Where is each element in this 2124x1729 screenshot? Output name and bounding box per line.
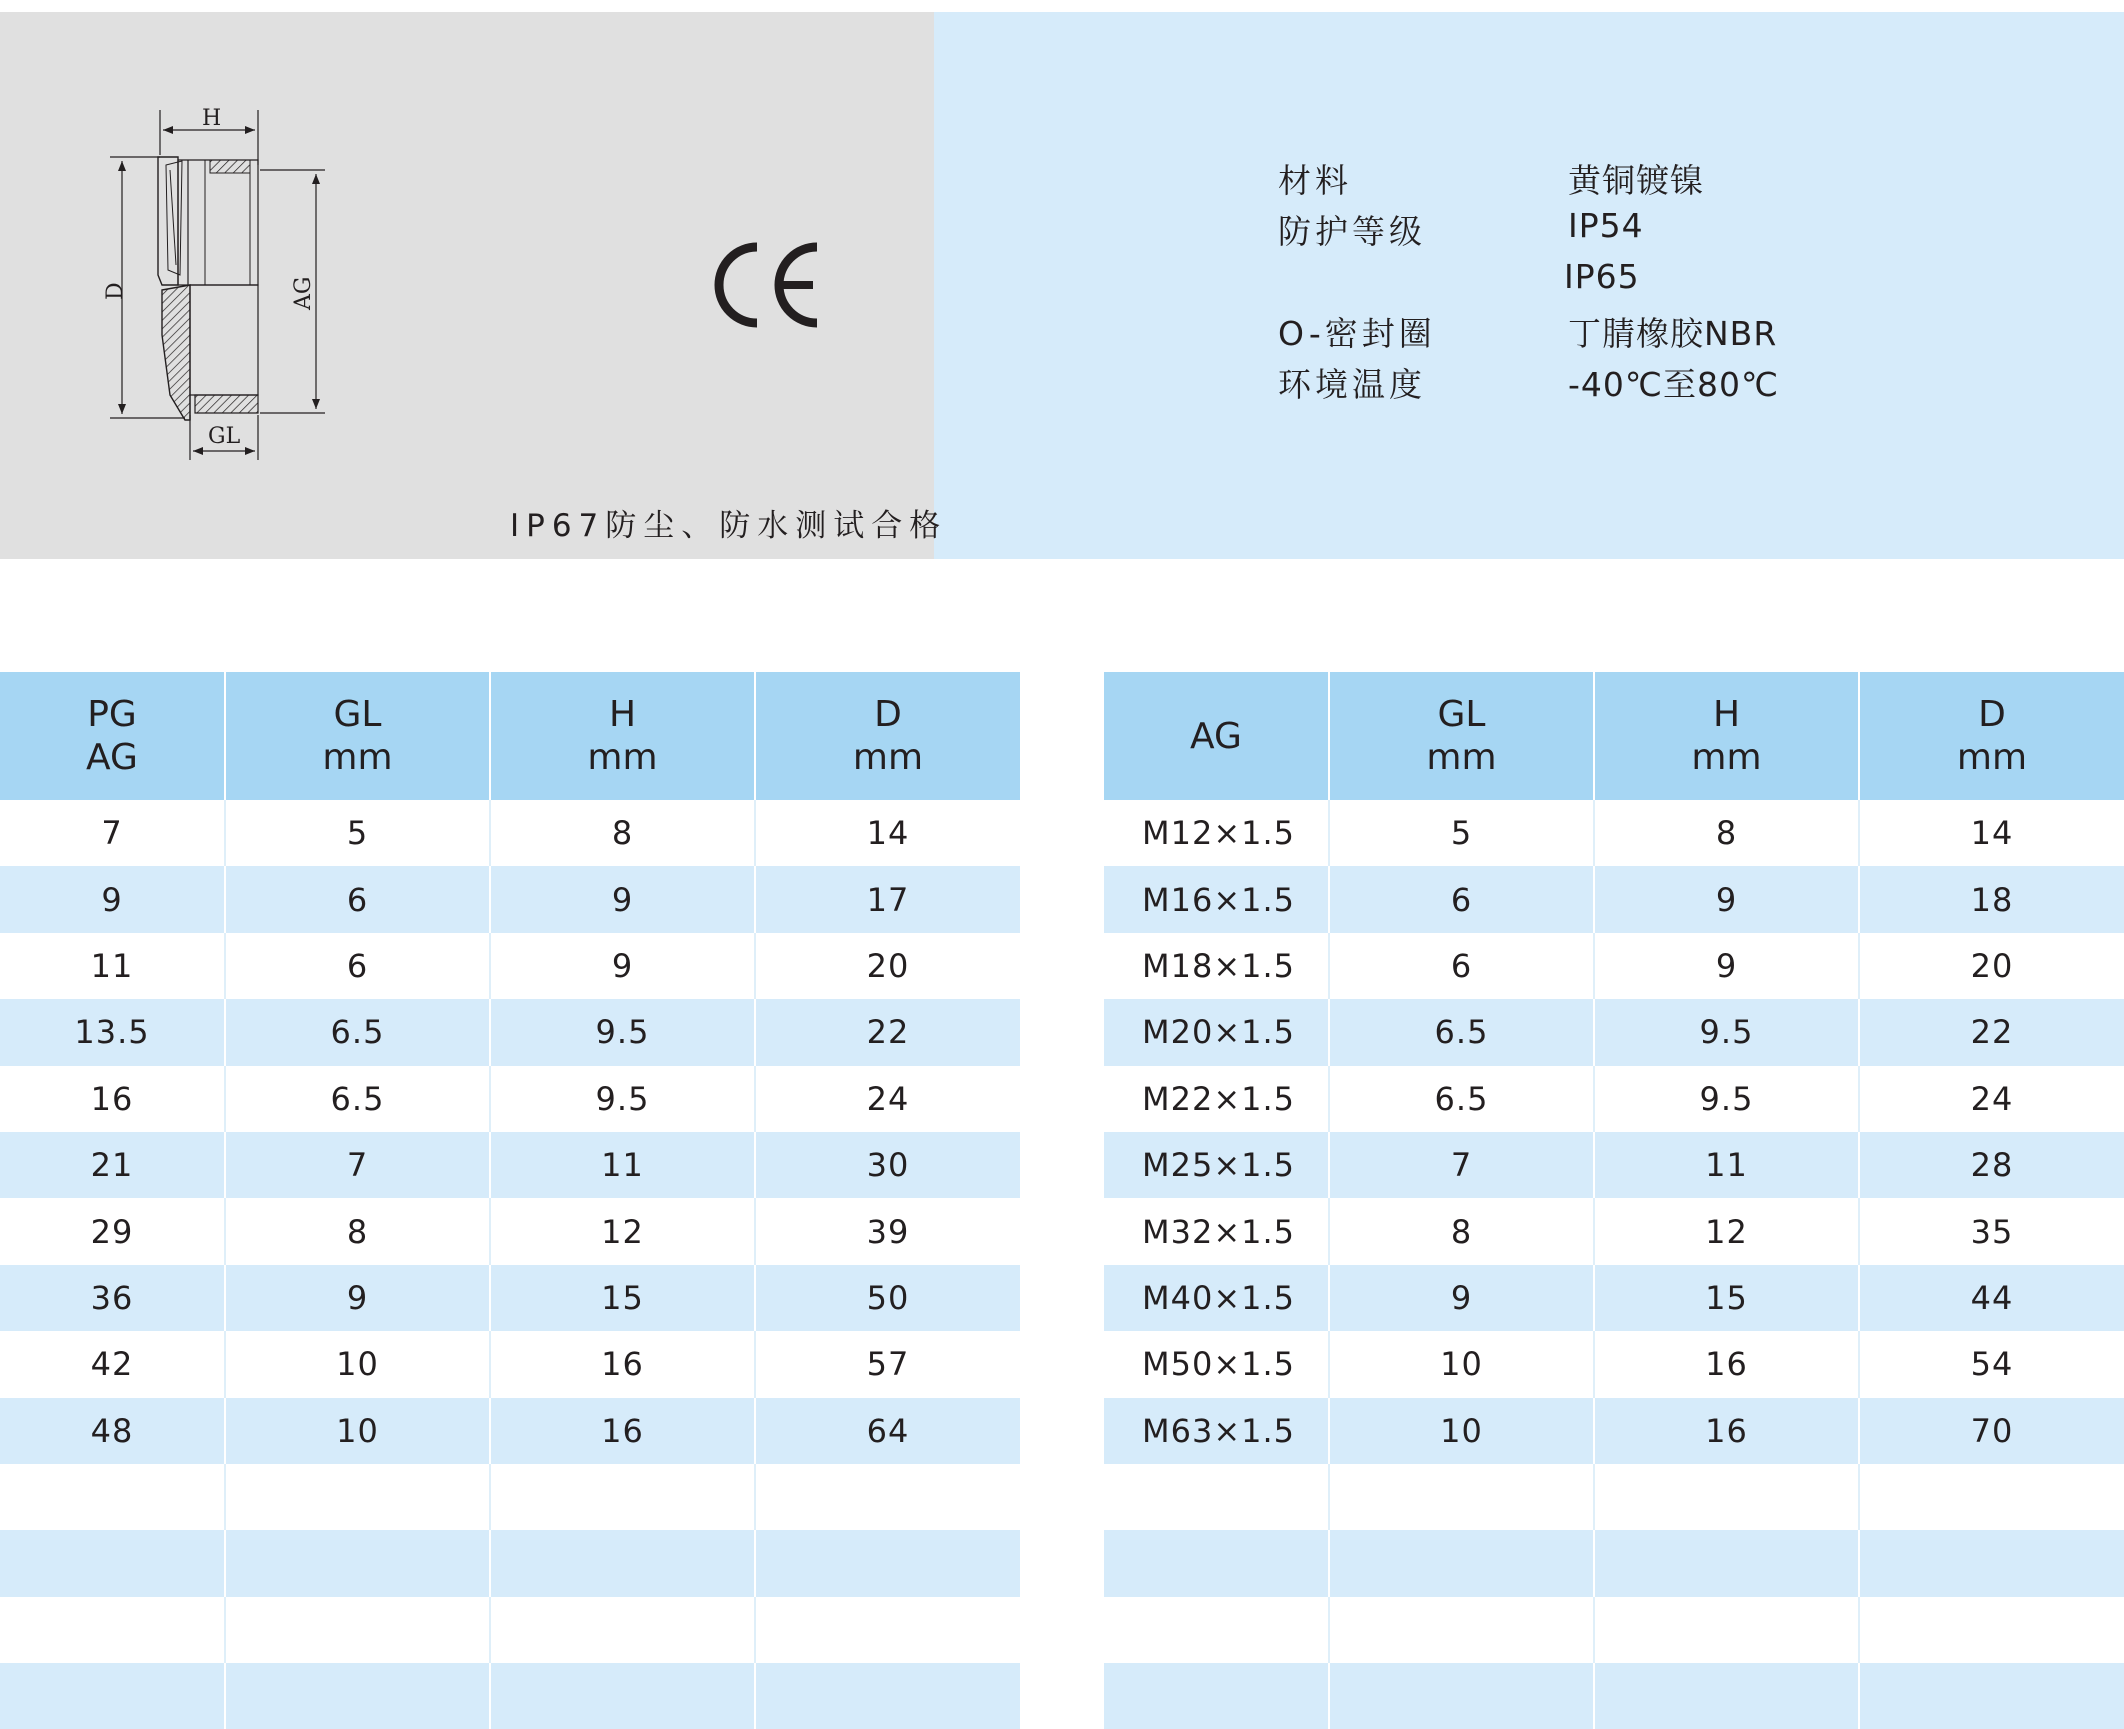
table-cell: 30 xyxy=(755,1132,1020,1198)
table-cell: M40×1.5 xyxy=(1104,1265,1329,1331)
column-header: GL mm xyxy=(1329,672,1594,800)
table-cell xyxy=(225,1597,490,1663)
plug-technical-drawing xyxy=(90,95,350,475)
table-cell: 8 xyxy=(225,1198,490,1264)
table-cell: 16 xyxy=(490,1331,755,1397)
table-cell: 12 xyxy=(490,1198,755,1264)
table-cell xyxy=(0,1530,225,1596)
table-cell: 9.5 xyxy=(490,1066,755,1132)
table-cell xyxy=(755,1663,1020,1729)
table-cell: 6 xyxy=(225,933,490,999)
table-cell xyxy=(1859,1663,2124,1729)
table-cell: 10 xyxy=(1329,1331,1594,1397)
table-cell: 22 xyxy=(755,999,1020,1065)
table-row xyxy=(1104,1663,2124,1729)
table-cell: 9 xyxy=(490,933,755,999)
metric-table-body xyxy=(1104,800,2124,1729)
table-row xyxy=(1104,999,2124,1065)
table-cell: 8 xyxy=(1329,1198,1594,1264)
table-cell: 15 xyxy=(490,1265,755,1331)
table-cell: 9.5 xyxy=(1594,999,1859,1065)
table-cell: 42 xyxy=(0,1331,225,1397)
column-header: H mm xyxy=(490,672,755,800)
table-cell: 28 xyxy=(1859,1132,2124,1198)
pg-table-body xyxy=(0,800,1020,1729)
dimension-label-ag: AG xyxy=(291,276,316,310)
column-header: GL mm xyxy=(225,672,490,800)
table-cell: 29 xyxy=(0,1198,225,1264)
table-header-row xyxy=(0,672,1020,800)
column-header: D mm xyxy=(1859,672,2124,800)
table-cell: 10 xyxy=(1329,1398,1594,1464)
table-cell: M12×1.5 xyxy=(1104,800,1329,866)
table-row xyxy=(1104,1398,2124,1464)
dimension-label-h: H xyxy=(202,106,222,131)
table-cell: M50×1.5 xyxy=(1104,1331,1329,1397)
table-cell: 57 xyxy=(755,1331,1020,1397)
table-cell xyxy=(1594,1464,1859,1530)
table-cell: 35 xyxy=(1859,1198,2124,1264)
column-header: AG xyxy=(1104,672,1329,800)
table-cell xyxy=(755,1597,1020,1663)
table-cell: 12 xyxy=(1594,1198,1859,1264)
table-cell: 9 xyxy=(1594,933,1859,999)
table-cell: 9 xyxy=(225,1265,490,1331)
table-row xyxy=(0,933,1020,999)
metric-thread-table xyxy=(1104,672,2124,1729)
spec-value: 黄铜镀镍 xyxy=(1568,161,1704,200)
table-cell: 14 xyxy=(755,800,1020,866)
table-row xyxy=(1104,1597,2124,1663)
table-cell: 36 xyxy=(0,1265,225,1331)
table-cell xyxy=(490,1464,755,1530)
spec-value: -40℃至80℃ xyxy=(1568,365,1780,404)
table-cell: 50 xyxy=(755,1265,1020,1331)
table-row xyxy=(1104,1265,2124,1331)
table-cell: M25×1.5 xyxy=(1104,1132,1329,1198)
table-row xyxy=(0,1265,1020,1331)
table-cell: 16 xyxy=(0,1066,225,1132)
table-cell xyxy=(490,1597,755,1663)
table-cell xyxy=(1329,1464,1594,1530)
table-cell: 11 xyxy=(0,933,225,999)
table-header-row xyxy=(1104,672,2124,800)
table-cell: 8 xyxy=(1594,800,1859,866)
table-cell: 16 xyxy=(1594,1331,1859,1397)
table-cell: 6.5 xyxy=(1329,999,1594,1065)
table-row xyxy=(1104,866,2124,932)
spec-label: 材料 xyxy=(1278,161,1352,200)
table-cell: 21 xyxy=(0,1132,225,1198)
table-cell: M32×1.5 xyxy=(1104,1198,1329,1264)
spec-label: 环境温度 xyxy=(1278,365,1426,404)
table-row xyxy=(1104,1331,2124,1397)
table-cell xyxy=(225,1464,490,1530)
table-row xyxy=(0,1464,1020,1530)
table-cell: 6.5 xyxy=(225,999,490,1065)
table-cell: M16×1.5 xyxy=(1104,866,1329,932)
table-cell: 13.5 xyxy=(0,999,225,1065)
table-cell: 10 xyxy=(225,1398,490,1464)
table-row xyxy=(0,866,1020,932)
table-row xyxy=(0,1132,1020,1198)
table-cell: 11 xyxy=(1594,1132,1859,1198)
table-cell: 64 xyxy=(755,1398,1020,1464)
table-cell xyxy=(1104,1530,1329,1596)
table-cell: 15 xyxy=(1594,1265,1859,1331)
table-row xyxy=(1104,1198,2124,1264)
table-row xyxy=(0,999,1020,1065)
spec-label: 防护等级 xyxy=(1278,212,1426,251)
column-header: H mm xyxy=(1594,672,1859,800)
table-cell xyxy=(0,1663,225,1729)
table-cell xyxy=(490,1663,755,1729)
table-cell xyxy=(1859,1530,2124,1596)
table-cell: M18×1.5 xyxy=(1104,933,1329,999)
table-cell xyxy=(1329,1530,1594,1596)
table-cell xyxy=(1859,1464,2124,1530)
table-row xyxy=(0,1066,1020,1132)
pg-thread-table xyxy=(0,672,1020,1729)
dimension-label-gl: GL xyxy=(208,424,241,449)
table-row xyxy=(1104,1066,2124,1132)
table-cell: 5 xyxy=(225,800,490,866)
table-row xyxy=(0,800,1020,866)
table-cell: 16 xyxy=(490,1398,755,1464)
table-row xyxy=(0,1663,1020,1729)
table-cell: 9 xyxy=(1329,1265,1594,1331)
table-cell xyxy=(1104,1597,1329,1663)
table-cell: M63×1.5 xyxy=(1104,1398,1329,1464)
table-cell xyxy=(0,1464,225,1530)
table-cell: 8 xyxy=(490,800,755,866)
spec-value: 丁腈橡胶NBR xyxy=(1568,314,1778,353)
table-cell: 6.5 xyxy=(225,1066,490,1132)
column-header: D mm xyxy=(755,672,1020,800)
table-cell: 20 xyxy=(755,933,1020,999)
table-cell: 18 xyxy=(1859,866,2124,932)
table-cell xyxy=(490,1530,755,1596)
table-cell: 7 xyxy=(225,1132,490,1198)
table-row xyxy=(0,1530,1020,1596)
table-cell xyxy=(225,1530,490,1596)
table-cell: 9 xyxy=(0,866,225,932)
table-cell xyxy=(1104,1464,1329,1530)
table-cell: 6 xyxy=(1329,933,1594,999)
table-cell: 9 xyxy=(1594,866,1859,932)
table-row xyxy=(1104,1530,2124,1596)
column-header: PG AG xyxy=(0,672,225,800)
table-row xyxy=(1104,1464,2124,1530)
table-row xyxy=(0,1198,1020,1264)
table-row xyxy=(1104,933,2124,999)
table-row xyxy=(1104,1132,2124,1198)
table-cell xyxy=(1594,1663,1859,1729)
table-cell: 70 xyxy=(1859,1398,2124,1464)
table-cell xyxy=(755,1464,1020,1530)
table-cell xyxy=(0,1597,225,1663)
table-cell xyxy=(225,1663,490,1729)
table-row xyxy=(0,1331,1020,1397)
table-row xyxy=(0,1597,1020,1663)
table-cell: M22×1.5 xyxy=(1104,1066,1329,1132)
ce-mark-logo xyxy=(705,235,825,335)
table-cell: 24 xyxy=(755,1066,1020,1132)
table-cell: 48 xyxy=(0,1398,225,1464)
table-cell: 9 xyxy=(490,866,755,932)
table-cell: 6 xyxy=(225,866,490,932)
table-cell xyxy=(1329,1663,1594,1729)
table-cell xyxy=(1329,1597,1594,1663)
table-cell: 10 xyxy=(225,1331,490,1397)
table-cell: 11 xyxy=(490,1132,755,1198)
table-cell: 6.5 xyxy=(1329,1066,1594,1132)
table-cell: 17 xyxy=(755,866,1020,932)
table-cell: M20×1.5 xyxy=(1104,999,1329,1065)
table-cell xyxy=(1594,1530,1859,1596)
table-cell: 44 xyxy=(1859,1265,2124,1331)
table-cell: 6 xyxy=(1329,866,1594,932)
dimension-label-d: D xyxy=(103,282,128,300)
table-cell: 7 xyxy=(0,800,225,866)
table-cell xyxy=(1104,1663,1329,1729)
table-cell: 5 xyxy=(1329,800,1594,866)
table-cell: 39 xyxy=(755,1198,1020,1264)
spec-label: O-密封圈 xyxy=(1278,314,1436,353)
spec-value: IP65 xyxy=(1564,257,1640,296)
table-cell: 9.5 xyxy=(1594,1066,1859,1132)
table-cell: 14 xyxy=(1859,800,2124,866)
table-cell: 24 xyxy=(1859,1066,2124,1132)
table-cell: 22 xyxy=(1859,999,2124,1065)
table-row xyxy=(0,1398,1020,1464)
table-cell: 9.5 xyxy=(490,999,755,1065)
ip67-test-caption: IP67防尘、防水测试合格 xyxy=(510,508,948,544)
table-cell xyxy=(755,1530,1020,1596)
table-row xyxy=(1104,800,2124,866)
table-cell xyxy=(1859,1597,2124,1663)
spec-value: IP54 xyxy=(1568,206,1644,245)
table-cell: 7 xyxy=(1329,1132,1594,1198)
table-cell: 54 xyxy=(1859,1331,2124,1397)
table-cell xyxy=(1594,1597,1859,1663)
table-cell: 20 xyxy=(1859,933,2124,999)
table-cell: 16 xyxy=(1594,1398,1859,1464)
spec-panel xyxy=(934,12,2124,559)
